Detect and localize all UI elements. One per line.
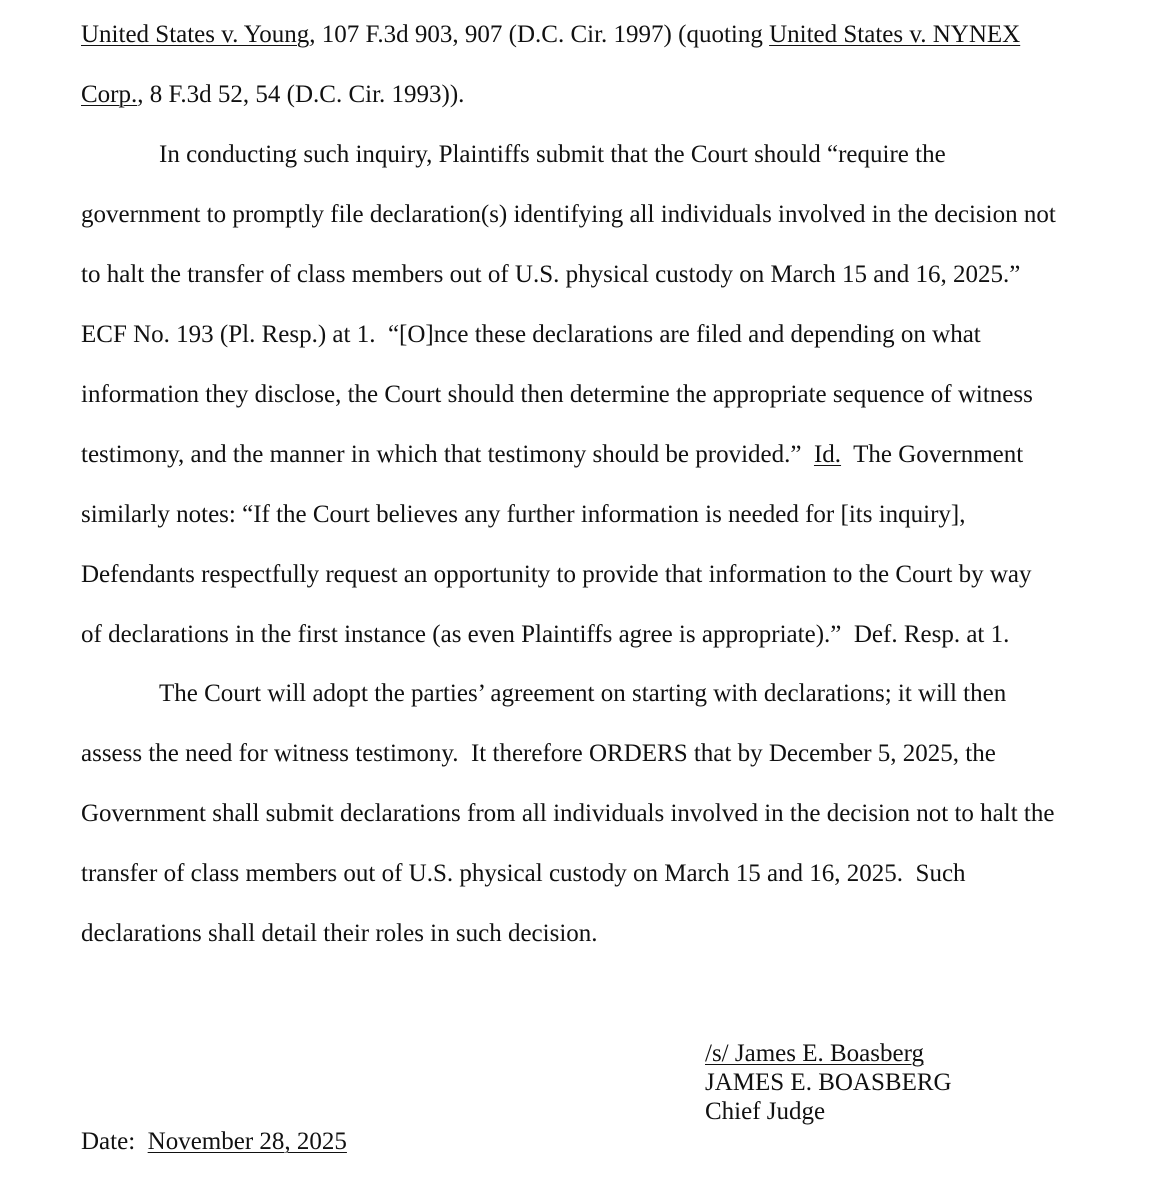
date-label: Date:	[81, 1128, 148, 1155]
paragraph-2-line-5: information they disclose, the Court should then determine the appropriate sequence of witness	[81, 381, 1033, 408]
paragraph-2-line-2: government to promptly file declaration(s) identifying all individuals involved in the decision not	[81, 201, 1056, 228]
date-line	[81, 1129, 347, 1154]
paragraph-2-line-8: Defendants respectfully request an opportunity to provide that information to the Court by way	[81, 561, 1032, 588]
judge-name: JAMES E. BOASBERG	[705, 1069, 952, 1096]
case-citation-nynex-cont: Corp.	[81, 81, 138, 108]
judge-title: Chief Judge	[705, 1098, 826, 1125]
citation-line-1: United States v. Young, 107 F.3d 903, 907 (D.C. Cir. 1997) (quoting United States v. NYNEX	[81, 21, 1021, 48]
case-citation-young: United States v. Young	[81, 21, 310, 48]
paragraph-2-line-3: to halt the transfer of class members out of U.S. physical custody on March 15 and 16, 2025.”	[81, 261, 1021, 288]
paragraph-2-line-6: testimony, and the manner in which that testimony should be provided.” Id. The Government	[81, 441, 1024, 468]
paragraph-2-line-7: similarly notes: “If the Court believes any further information is needed for [its inquiry],	[81, 501, 966, 528]
signature-line: /s/ James E. Boasberg	[705, 1040, 924, 1067]
case-citation-nynex: United States v. NYNEX	[769, 21, 1021, 48]
paragraph-2-line-1: In conducting such inquiry, Plaintiffs submit that the Court should “require the	[159, 141, 946, 168]
paragraph-3-line-4: transfer of class members out of U.S. physical custody on March 15 and 16, 2025. Such	[81, 860, 966, 887]
paragraph-3-line-2: assess the need for witness testimony. It therefore ORDERS that by December 5, 2025, the	[81, 740, 996, 767]
paragraph-3-line-3: Government shall submit declarations from all individuals involved in the decision not to halt the	[81, 800, 1055, 827]
id-citation: Id.	[813, 441, 842, 468]
paragraph-2-line-4: ECF No. 193 (Pl. Resp.) at 1. “[O]nce these declarations are filed and depending on what	[81, 321, 981, 348]
citation-line-2: Corp., 8 F.3d 52, 54 (D.C. Cir. 1993)).	[81, 81, 465, 108]
paragraph-3-line-5: declarations shall detail their roles in such decision.	[81, 920, 598, 947]
date-value: November 28, 2025	[147, 1128, 347, 1155]
paragraph-2-line-9: of declarations in the first instance (as even Plaintiffs agree is appropriate).” Def. Resp. at 1.	[81, 621, 1010, 648]
paragraph-3-line-1: The Court will adopt the parties’ agreement on starting with declarations; it will then	[159, 680, 1007, 707]
